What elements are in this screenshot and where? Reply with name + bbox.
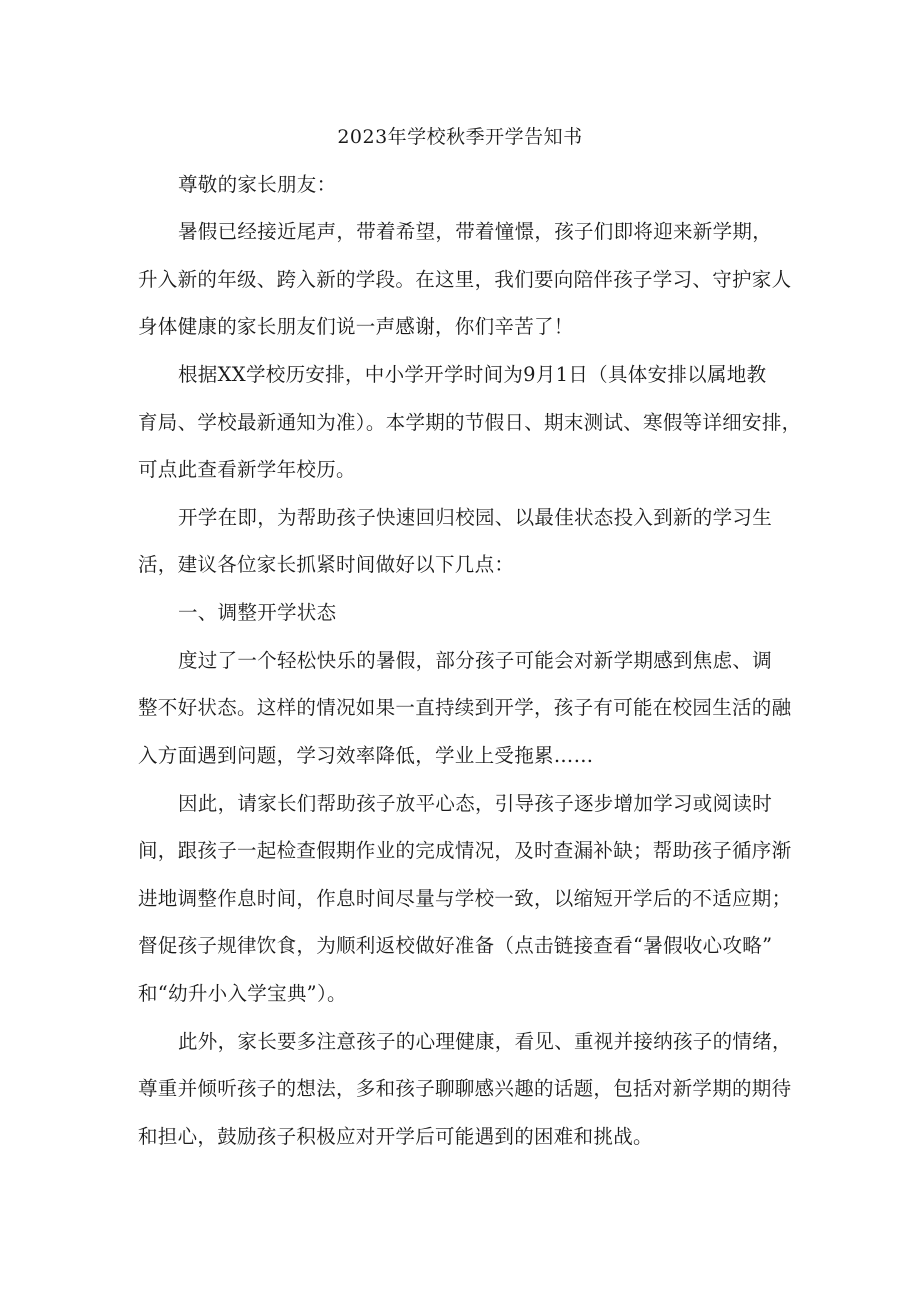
paragraph-line: 因此，请家长们帮助孩子放平心态，引导孩子逐步增加学习或阅读时 bbox=[178, 792, 773, 815]
paragraph-line: 活，建议各位家长抓紧时间做好以下几点： bbox=[138, 553, 515, 576]
paragraph-line: 间，跟孩子一起检查假期作业的完成情况，及时查漏补缺；帮助孩子循序渐 bbox=[138, 839, 792, 862]
paragraph-line: 督促孩子规律饮食，为顺利返校做好准备（点击链接查看“暑假收心攻略” bbox=[138, 934, 773, 957]
paragraph-line: 此外，家长要多注意孩子的心理健康，看见、重视并接纳孩子的情绪， bbox=[178, 1030, 792, 1053]
document-title: 2023年学校秋季开学告知书 bbox=[337, 126, 583, 148]
paragraph-line: 整不好状态。这样的情况如果一直持续到开学，孩子有可能在校园生活的融 bbox=[138, 696, 792, 719]
paragraph-line: 可点此查看新学年校历。 bbox=[138, 458, 356, 481]
paragraph-line: 入方面遇到问题，学习效率降低，学业上受拖累…… bbox=[138, 744, 594, 767]
paragraph-line: 身体健康的家长朋友们说一声感谢，你们辛苦了！ bbox=[138, 315, 574, 338]
paragraph-line: 进地调整作息时间，作息时间尽量与学校一致，以缩短开学后的不适应期； bbox=[138, 887, 792, 910]
paragraph-line: 开学在即，为帮助孩子快速回归校园、以最佳状态投入到新的学习生 bbox=[178, 506, 773, 529]
paragraph-line: 和担心，鼓励孩子积极应对开学后可能遇到的困难和挑战。 bbox=[138, 1125, 653, 1148]
paragraph-line: 暑假已经接近尾声，带着希望，带着憧憬，孩子们即将迎来新学期， bbox=[178, 220, 773, 243]
paragraph-line: 尊重并倾听孩子的想法，多和孩子聊聊感兴趣的话题，包括对新学期的期待 bbox=[138, 1077, 792, 1100]
greeting: 尊敬的家长朋友： bbox=[178, 173, 337, 196]
paragraph-line: 根据XX学校历安排，中小学开学时间为9月1日（具体安排以属地教 bbox=[178, 363, 767, 386]
paragraph-line: 度过了一个轻松快乐的暑假，部分孩子可能会对新学期感到焦虑、调 bbox=[178, 649, 773, 672]
section-heading: 一、调整开学状态 bbox=[178, 601, 337, 624]
paragraph-line: 育局、学校最新通知为准）。本学期的节假日、期末测试、寒假等详细安排， bbox=[138, 411, 802, 434]
paragraph-line: 和“幼升小入学宝典”）。 bbox=[138, 982, 347, 1005]
paragraph-line: 升入新的年级、跨入新的学段。在这里，我们要向陪伴孩子学习、守护家人 bbox=[138, 268, 792, 291]
